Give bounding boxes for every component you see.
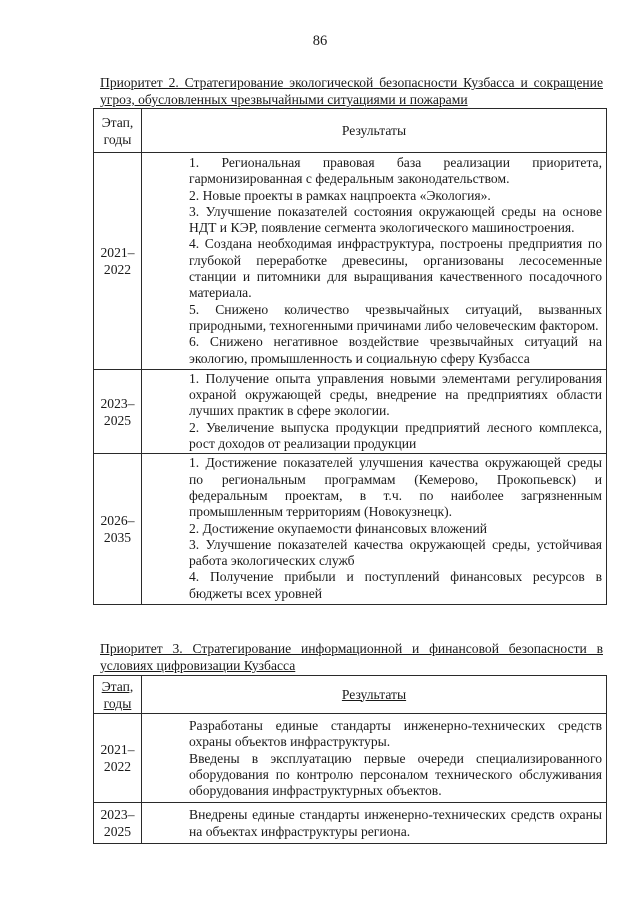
results-cell <box>142 153 607 370</box>
stage-cell: 2023–2025 <box>94 369 142 453</box>
stage-cell: 2023–2025 <box>94 803 142 844</box>
table-row <box>94 454 607 605</box>
result-item: Внедрены единые стандарты инженерно-технических средств охраны на объектах инфраструктуры региона. <box>189 807 602 839</box>
table-header-row <box>94 109 607 153</box>
stage-cell: 2021–2022 <box>94 153 142 370</box>
stage-column-header: Этап, годы <box>94 676 142 714</box>
results-cell <box>142 714 607 803</box>
result-item: 2. Увеличение выпуска продукции предприятий лесного комплекса, рост доходов от реализации продукции <box>189 419 602 452</box>
result-item: 1. Получение опыта управления новыми элементами регулирования охраной окружающей среды, внедрение на предприятиях области лучших практик в сфере экологии. <box>189 370 602 419</box>
stage-column-header: Этап, годы <box>94 109 142 153</box>
table-header-row <box>94 676 607 714</box>
result-item: 4. Получение прибыли и поступлений финансовых ресурсов в бюджеты всех уровней <box>189 569 602 601</box>
page-number: 86 <box>312 33 328 49</box>
results-column-header: Результаты <box>142 676 607 714</box>
results-cell <box>142 803 607 844</box>
table-row <box>94 153 607 370</box>
result-item: Разработаны единые стандарты инженерно-технических средств охраны объектов инфраструктуры. <box>189 718 602 750</box>
result-item: Введены в эксплуатацию первые очереди специализированного оборудования по контролю персоналом технического обслуживания оборудования инфраструктурных объектов. <box>189 750 602 799</box>
priority-2-table <box>93 108 607 605</box>
result-item: 2. Новые проекты в рамках нацпроекта «Экология». <box>189 187 491 203</box>
results-column-header: Результаты <box>142 109 607 153</box>
result-item: 1. Достижение показателей улучшения качества окружающей среды по региональным программам (Кемерово, Прокопьевск) и федеральным проектам, в т.ч. по наиболее загрязненным промышленным территориям (Новокузнецк). <box>189 455 602 520</box>
result-item: 3. Улучшение показателей состояния окружающей среды на основе НДТ и КЭР, появление сегмента экологического машиностроения. <box>189 203 602 236</box>
result-item: 1. Региональная правовая база реализации приоритета, гармонизированная с федеральным законодательством. <box>189 155 602 187</box>
table-row <box>94 714 607 803</box>
result-item: 5. Снижено количество чрезвычайных ситуаций, вызванных природными, техногенными причинами либо человеческим фактором. <box>189 301 602 333</box>
results-cell <box>142 454 607 605</box>
result-item: 3. Улучшение показателей качества окружающей среды, устойчивая работа экологических служб <box>189 536 602 569</box>
priority-3-table <box>93 675 607 844</box>
result-item: 2. Достижение окупаемости финансовых вложений <box>189 520 488 536</box>
priority-2-title: Приоритет 2. Стратегирование экологической безопасности Кузбасса и сокращение угроз, обусловленных чрезвычайными ситуациями и пожарами <box>100 75 603 107</box>
result-item: 4. Создана необходимая инфраструктура, построены предприятия по глубокой переработке древесины, организованы лесосеменные станции и питомники для выращивания качественного посадочного материала. <box>189 236 602 301</box>
table-row <box>94 803 607 844</box>
result-item: 6. Снижено негативное воздействие чрезвычайных ситуаций на экологию, промышленность и социальную сферу Кузбасса <box>189 334 602 366</box>
priority-3-title: Приоритет 3. Стратегирование информационной и финансовой безопасности в условиях цифровизации Кузбасса <box>100 641 603 673</box>
table-row <box>94 369 607 453</box>
stage-cell: 2021–2022 <box>94 714 142 803</box>
results-cell <box>142 369 607 453</box>
stage-cell: 2026–2035 <box>94 454 142 605</box>
